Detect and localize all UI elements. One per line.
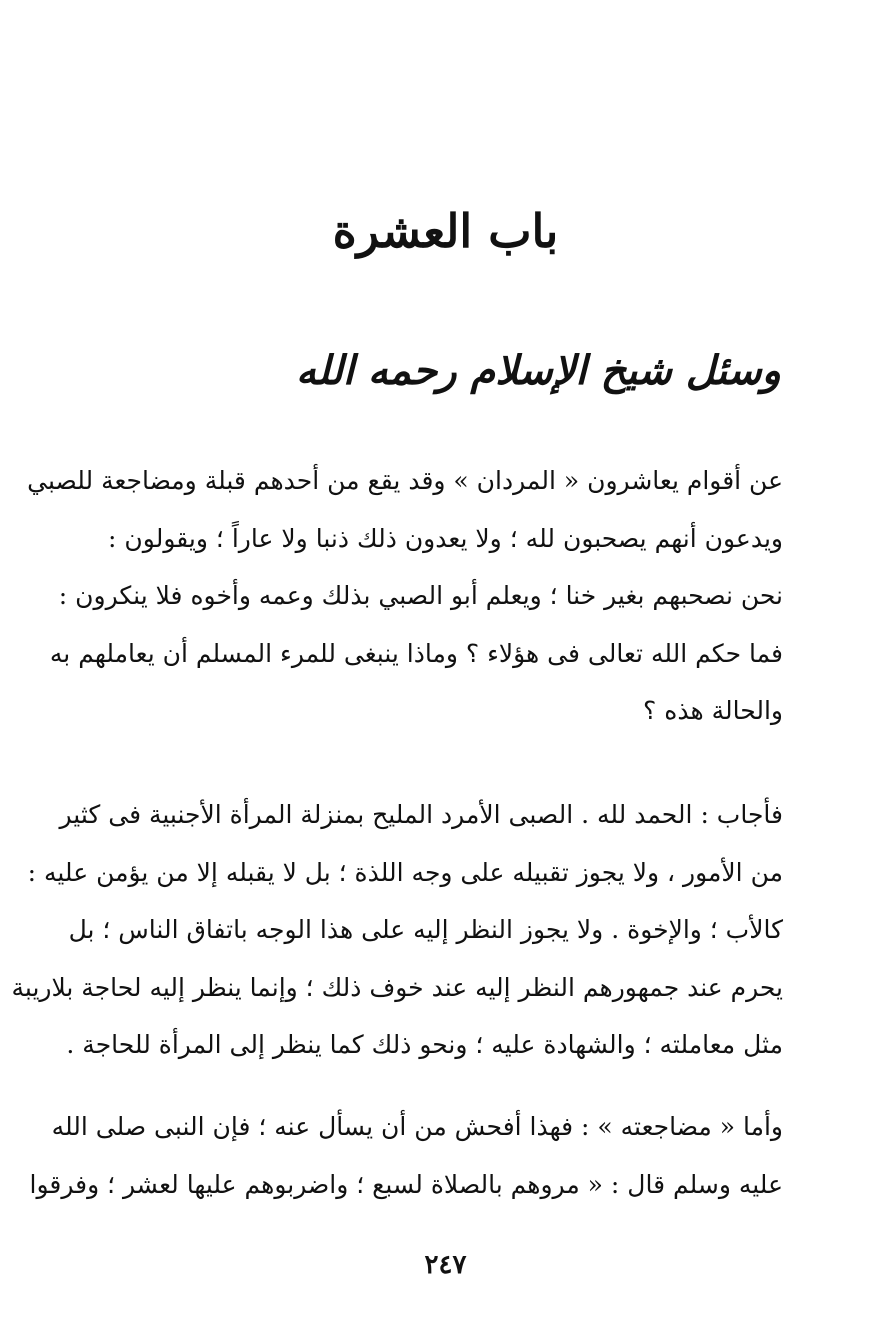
page-number: ٢٤٧ bbox=[424, 1250, 467, 1280]
answer-line: كالأب ؛ والإخوة . ولا يجوز النظر إليه على هذا الوجه باتفاق الناس ؛ بل bbox=[68, 915, 783, 944]
answer-line: من الأمور ، ولا يجوز تقبيله على وجه اللذة ؛ بل لا يقبله إلا من يؤمن عليه : bbox=[27, 857, 783, 887]
answer-line: يحرم عند جمهورهم النظر إليه عند خوف ذلك ؛ وإنما ينظر إليه لحاجة بلاريبة bbox=[11, 972, 783, 1002]
chapter-title: باب العشرة bbox=[332, 204, 559, 258]
answer-line: مثل معاملته ؛ والشهادة عليه ؛ ونحو ذلك كما ينظر إلى المرأة للحاجة . bbox=[66, 1030, 783, 1059]
question-paragraph bbox=[27, 452, 783, 740]
question-line: فما حكم الله تعالى فى هؤلاء ؟ وماذا ينبغى للمرء المسلم أن يعاملهم به bbox=[49, 638, 783, 668]
question-line: ويدعون أنهم يصحبون لله ؛ ولا يعدون ذلك ذنبا ولا عاراً ؛ ويقولون : bbox=[108, 523, 783, 553]
answer-paragraph bbox=[11, 786, 783, 1074]
continuation-line: عليه وسلم قال : « مروهم بالصلاة لسبع ؛ واضربوهم عليها لعشر ؛ وفرقوا bbox=[29, 1169, 783, 1199]
question-line: والحالة هذه ؟ bbox=[643, 696, 783, 725]
question-line: عن أقوام يعاشرون « المردان » وقد يقع من أحدهم قبلة ومضاجعة للصبي bbox=[27, 466, 783, 495]
continuation-paragraph bbox=[29, 1098, 783, 1213]
section-heading: وسئل شيخ الإسلام رحمه الله bbox=[296, 347, 781, 394]
answer-line: فأجاب : الحمد لله . الصبى الأمرد المليح بمنزلة المرأة الأجنبية فى كثير bbox=[59, 800, 783, 829]
question-line: نحن نصحبهم بغير خنا ؛ ويعلم أبو الصبي بذلك وعمه وأخوه فلا ينكرون : bbox=[58, 581, 783, 610]
continuation-line: وأما « مضاجعته » : فهذا أفحش من أن يسأل عنه ؛ فإن النبى صلى الله bbox=[51, 1112, 783, 1141]
